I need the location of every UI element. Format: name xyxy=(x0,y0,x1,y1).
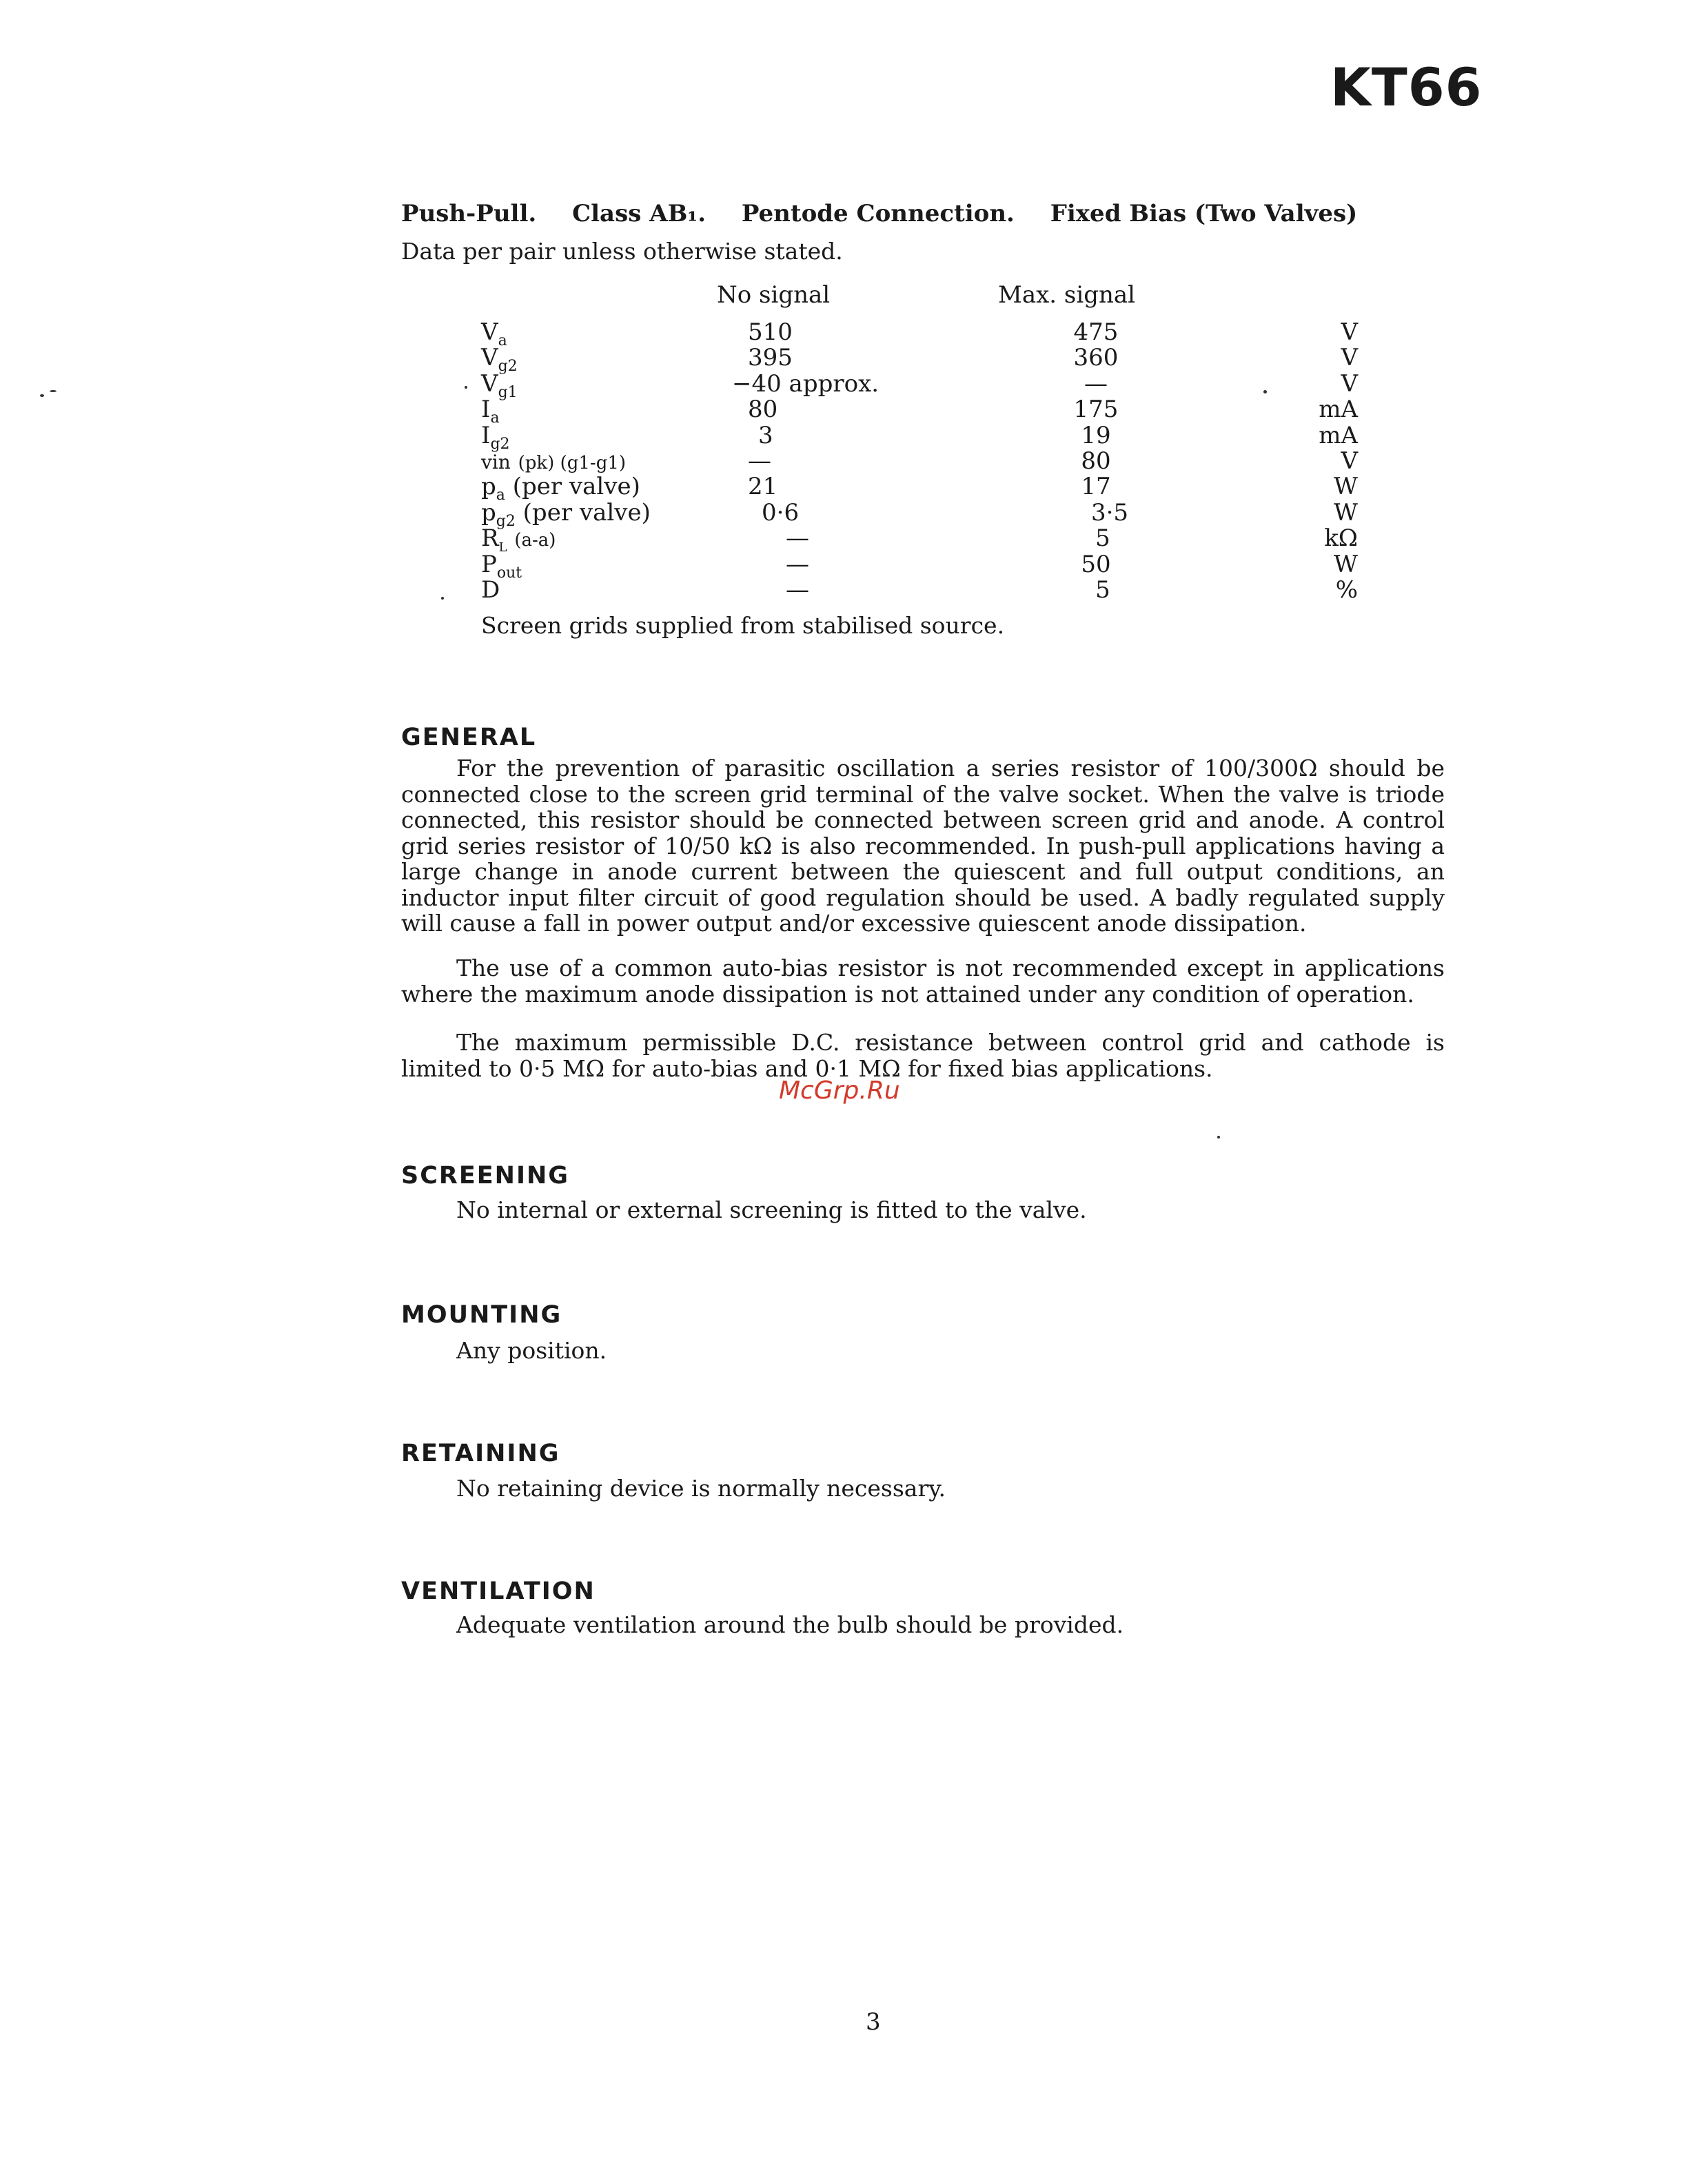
row-unit: V xyxy=(1341,447,1358,475)
row-symbol: vin (pk) (g1-g1) xyxy=(481,450,627,473)
scan-speck xyxy=(441,597,444,600)
table-footnote: Screen grids supplied from stabilised source. xyxy=(481,612,1005,639)
general-paragraph-1: For the prevention of parasitic oscillation a series resistor of 100/300Ω should be connected close to the screen grid terminal of the valve socket. When the valve is triode connected, this resistor should be connected between screen grid and anode. A control grid series resistor of 10/50 kΩ is also recommended. In push-pull applications having a large change in anode current between the quiescent and full output conditions, an inductor input filter circuit of good regulation should be used. A badly regulated supply will cause a fall in power output and/or excessive quiescent anode dissipation. xyxy=(401,755,1445,937)
row-max-signal: 360 xyxy=(1073,344,1119,372)
mounting-heading: MOUNTING xyxy=(401,1301,562,1329)
row-symbol: $I_{g2}$ xyxy=(481,421,510,453)
retaining-text: No retaining device is normally necessary. xyxy=(456,1475,946,1502)
row-symbol: $R_L$ (a-a) xyxy=(481,524,556,555)
watermark: McGrp.Ru xyxy=(779,1076,900,1105)
row-symbol: $p_{g2}$ (per valve) xyxy=(481,498,651,530)
retaining-heading: RETAINING xyxy=(401,1440,560,1467)
scan-speck xyxy=(40,394,44,397)
column-no-signal: No signal xyxy=(717,281,831,309)
row-unit: W xyxy=(1334,473,1358,501)
row-unit: mA xyxy=(1319,396,1358,424)
row-symbol: $V_{g1}$ xyxy=(481,369,518,401)
row-no-signal: 80 xyxy=(748,396,778,424)
row-max-signal: — xyxy=(1084,369,1108,398)
table-row xyxy=(0,498,1688,530)
row-no-signal: 0·6 xyxy=(762,498,800,527)
screening-heading: SCREENING xyxy=(401,1162,569,1190)
mounting-text: Any position. xyxy=(456,1337,607,1364)
ventilation-heading: VENTILATION xyxy=(401,1578,596,1605)
row-no-signal: — xyxy=(748,447,771,475)
row-max-signal: 475 xyxy=(1073,318,1119,346)
row-max-signal: 175 xyxy=(1073,396,1119,424)
row-no-signal: 21 xyxy=(748,473,778,501)
title-part-bias: Fixed Bias xyxy=(1050,200,1187,227)
row-symbol: $V_{g2}$ xyxy=(481,344,518,376)
row-max-signal: 3·5 xyxy=(1090,498,1129,527)
table-row xyxy=(0,550,1688,582)
page-id: KT66 xyxy=(1330,57,1483,118)
screening-text: No internal or external screening is fitted to the valve. xyxy=(456,1196,1087,1223)
section-title xyxy=(401,200,1357,227)
table-row xyxy=(0,318,1688,349)
row-unit: W xyxy=(1334,498,1358,527)
column-max-signal: Max. signal xyxy=(998,281,1136,309)
data-table xyxy=(0,318,1688,602)
row-symbol: $I_a$ xyxy=(481,396,500,427)
row-unit: V xyxy=(1341,318,1358,346)
table-row xyxy=(0,576,1688,602)
table-row xyxy=(0,447,1688,473)
row-max-signal: 17 xyxy=(1081,473,1111,501)
table-row xyxy=(0,396,1688,427)
row-max-signal: 5 xyxy=(1095,575,1110,604)
table-row xyxy=(0,473,1688,504)
row-max-signal: 50 xyxy=(1081,550,1111,578)
row-max-signal: 19 xyxy=(1081,421,1111,449)
row-symbol: $p_a$ (per valve) xyxy=(481,473,640,504)
row-unit: % xyxy=(1335,575,1358,604)
title-part-pushpull: Push-Pull. xyxy=(401,200,537,227)
general-paragraph-2: The use of a common auto-bias resistor is not recommended except in applications where the maximum anode dissipation is not attained under any condition of operation. xyxy=(401,955,1445,1008)
row-symbol: $P_{out}$ xyxy=(481,550,522,582)
row-unit: V xyxy=(1341,369,1358,398)
row-no-signal: 510 xyxy=(748,318,793,346)
row-max-signal: 5 xyxy=(1095,524,1110,553)
title-part-class: Class AB₁. xyxy=(572,200,706,227)
row-symbol: D xyxy=(481,575,500,604)
row-no-signal: −40 approx. xyxy=(732,369,879,398)
scan-speck xyxy=(465,386,467,389)
table-row xyxy=(0,369,1688,401)
row-symbol: $V_a$ xyxy=(481,318,507,349)
row-no-signal: — xyxy=(786,575,809,604)
scan-speck xyxy=(1217,1136,1220,1139)
general-paragraph-3: The maximum permissible D.C. resistance between control grid and cathode is limited to 0·5 MΩ for auto-bias and 0·1 MΩ for fixed bias applications. xyxy=(401,1029,1445,1082)
row-unit: W xyxy=(1334,550,1358,578)
row-max-signal: 80 xyxy=(1081,447,1111,475)
scan-speck xyxy=(50,390,57,392)
row-unit: kΩ xyxy=(1324,524,1358,553)
table-row xyxy=(0,524,1688,555)
ventilation-text: Adequate ventilation around the bulb should be provided. xyxy=(456,1611,1124,1638)
row-no-signal: 395 xyxy=(748,344,793,372)
row-no-signal: 3 xyxy=(758,421,773,449)
scan-speck xyxy=(1263,390,1267,394)
row-no-signal: — xyxy=(786,524,809,553)
general-heading: GENERAL xyxy=(401,724,537,751)
row-unit: mA xyxy=(1319,421,1358,449)
row-unit: V xyxy=(1341,344,1358,372)
table-row xyxy=(0,344,1688,376)
page-number: 3 xyxy=(866,2008,881,2036)
section-subtitle: Data per pair unless otherwise stated. xyxy=(401,238,843,265)
row-no-signal: — xyxy=(786,550,809,578)
title-part-valves: (Two Valves) xyxy=(1194,200,1358,227)
table-row xyxy=(0,421,1688,453)
title-part-connection: Pentode Connection. xyxy=(741,200,1015,227)
